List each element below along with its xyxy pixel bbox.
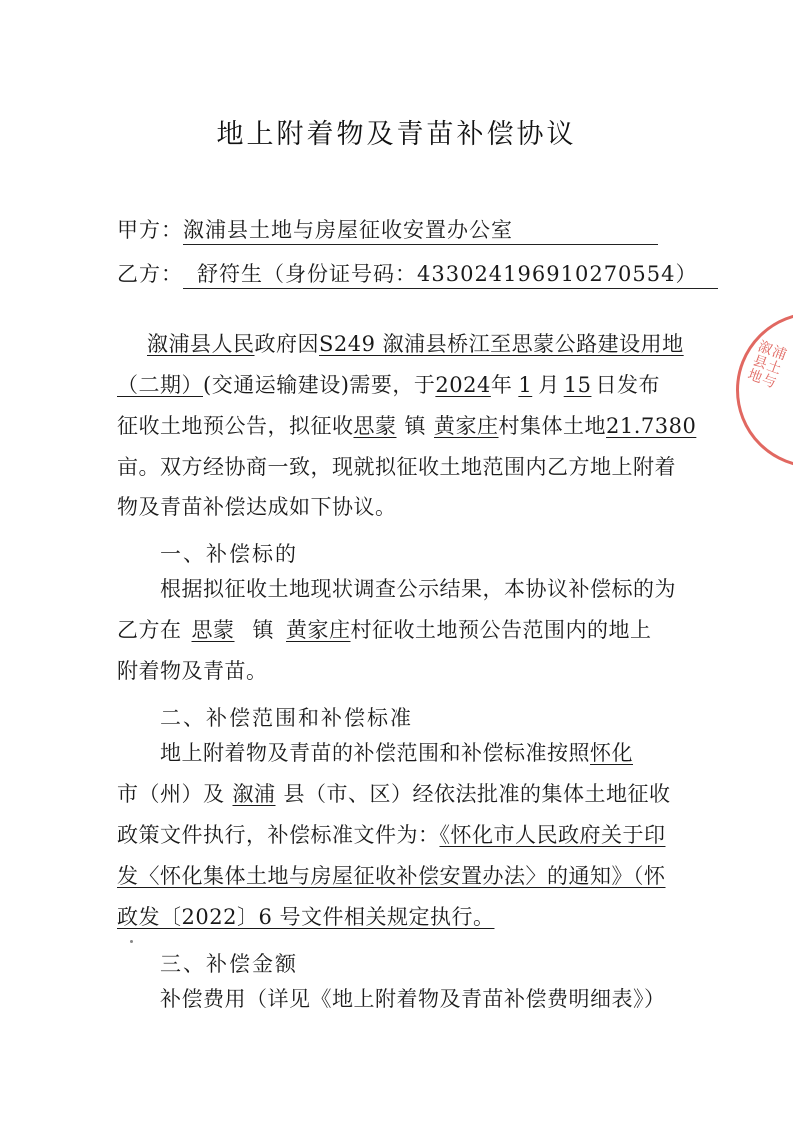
para1-line4: 亩。双方经协商一致，现就拟征收土地范围内乙方地上附着 (117, 455, 676, 479)
section3-heading: 三、补偿金额 (160, 952, 298, 976)
section2-line4: 发〈怀化集体土地与房屋征收补偿安置办法〉的通知》（怀 (117, 864, 666, 888)
section1-line3: 附着物及青苗。 (117, 659, 268, 683)
para1-line1: 溆浦县人民政府因S249 溆浦县桥江至思蒙公路建设用地 (147, 332, 684, 356)
section3-line1: 补偿费用（详见《地上附着物及青苗补偿费明细表》） (160, 987, 666, 1011)
scan-speck (130, 940, 133, 943)
section2-heading: 二、补偿范围和补偿标准 (160, 706, 413, 730)
party-b-value: 舒符生（身份证号码：433024196910270554） (183, 258, 718, 289)
para1-line3: 征收土地预公告，拟征收思蒙 镇 黄家庄村集体土地21.7380 (117, 414, 697, 438)
document-title: 地上附着物及青苗补偿协议 (216, 119, 577, 150)
party-a-value: 溆浦县土地与房屋征收安置办公室 (183, 214, 658, 245)
section1-line1: 根据拟征收土地现状调查公示结果，本协议补偿标的为 (160, 577, 676, 601)
party-a-label: 甲方： (117, 218, 183, 242)
section1-line2: 乙方在 思蒙 镇 黄家庄村征收土地预公告范围内的地上 (117, 618, 652, 642)
party-a (117, 214, 658, 245)
section2-line1: 地上附着物及青苗的补偿范围和补偿标准按照怀化 (160, 741, 633, 765)
para1-line2: （二期）(交通运输建设)需要，于2024年 1 月 15 日发布 (117, 373, 660, 397)
party-b-label: 乙方： (117, 262, 183, 286)
section2-line2: 市（州）及 溆浦 县（市、区）经依法批准的集体土地征收 (117, 782, 671, 806)
para1-line5: 物及青苗补偿达成如下协议。 (117, 495, 397, 519)
party-b (117, 258, 718, 289)
section2-line5: 政发〔2022〕6 号文件相关规定执行。 (117, 905, 495, 929)
section2-line3: 政策文件执行，补偿标准文件为：《怀化市人民政府关于印 (117, 823, 666, 847)
official-seal-text: 溆浦县土地与 (745, 338, 790, 393)
section1-heading: 一、补偿标的 (160, 542, 298, 566)
